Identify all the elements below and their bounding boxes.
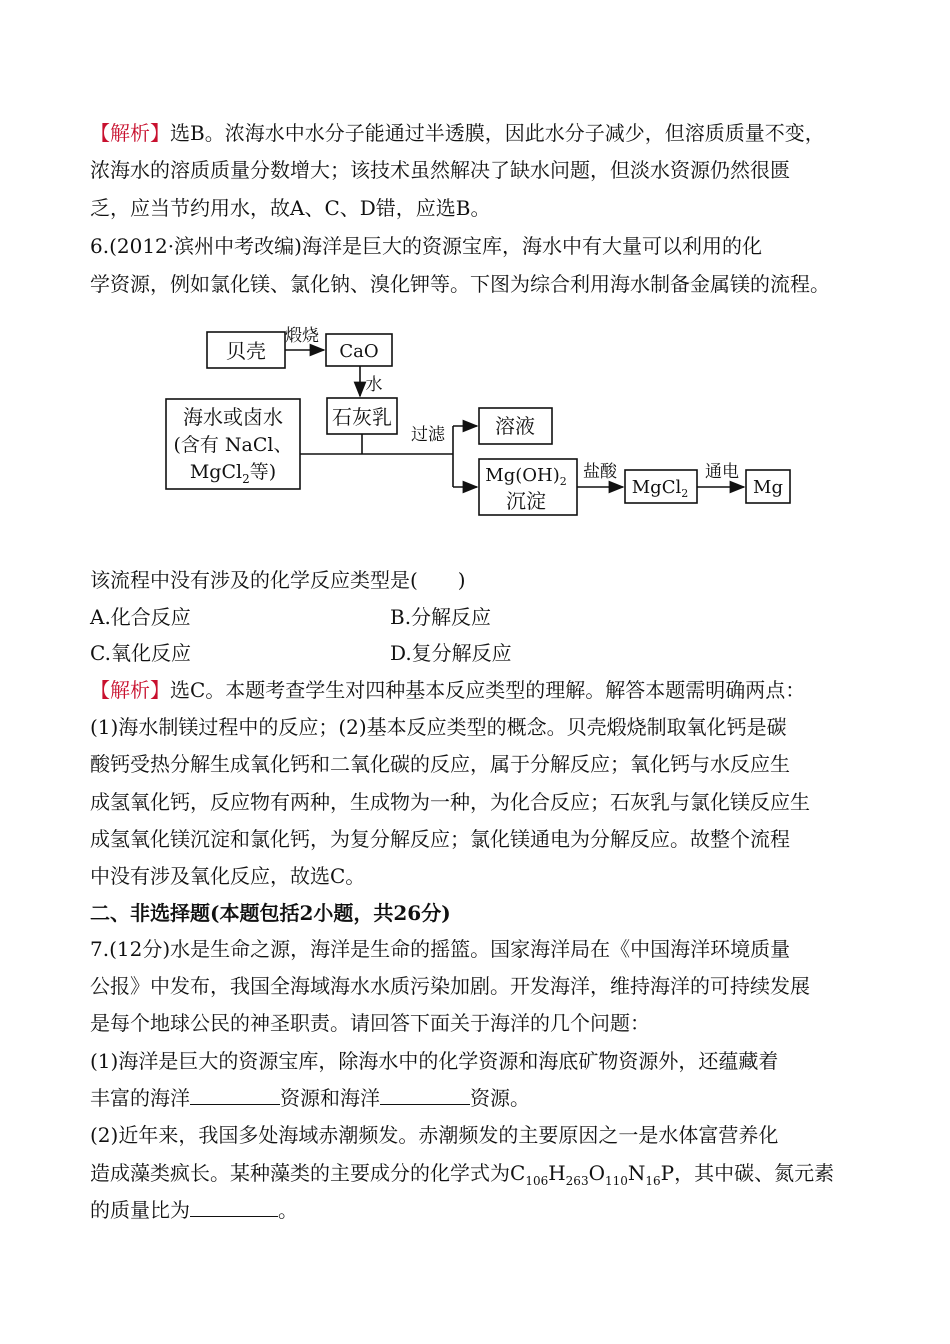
q6-question: 该流程中没有涉及的化学反应类型是( ) bbox=[90, 568, 466, 592]
section-2-title: 二、非选择题(本题包括2小题，共26分) bbox=[90, 901, 451, 925]
q7-stem-line-2: 公报》中发布，我国全海域海水水质污染加剧。开发海洋，维持海洋的可持续发展 bbox=[90, 974, 810, 998]
q6-option-d: D.复分解反应 bbox=[390, 641, 512, 665]
calcine-label: 煅烧 bbox=[285, 326, 319, 346]
electrolysis-label: 通电 bbox=[705, 462, 739, 482]
q7-part1-line-1: (1)海洋是巨大的资源宝库，除海水中的化学资源和海底矿物资源外，还蕴藏着 bbox=[90, 1049, 779, 1073]
cao-label: CaO bbox=[339, 341, 379, 362]
q7-stem-line-3: 是每个地球公民的神圣职责。请回答下面关于海洋的几个问题： bbox=[90, 1011, 650, 1035]
filter-label: 过滤 bbox=[411, 425, 445, 445]
precipitate-label: 沉淀 bbox=[506, 489, 546, 513]
q6-analysis-line-4: 成氢氧化钙，反应物有两种，生成物为一种，为化合反应；石灰乳与氯化镁反应生 bbox=[90, 790, 810, 814]
answer-blank-1[interactable] bbox=[190, 1086, 280, 1105]
q6-option-b: B.分解反应 bbox=[390, 605, 492, 629]
shell-label: 贝壳 bbox=[226, 339, 266, 363]
solution-label: 溶液 bbox=[495, 414, 535, 438]
q6-stem-line-1: 6.(2012·滨州中考改编)海洋是巨大的资源宝库，海水中有大量可以利用的化 bbox=[90, 234, 762, 258]
answer-blank-2[interactable] bbox=[380, 1086, 470, 1105]
hcl-label: 盐酸 bbox=[583, 462, 617, 482]
mg-label: Mg bbox=[753, 477, 783, 498]
mgoh2-label: $Mg(OH)_2$ bbox=[485, 465, 567, 488]
q6-stem-line-2: 学资源，例如氯化镁、氯化钠、溴化钾等。下图为综合利用海水制备金属镁的流程。 bbox=[90, 272, 830, 296]
seawater-label-1: 海水或卤水 bbox=[183, 405, 283, 429]
q6-option-a: A.化合反应 bbox=[90, 605, 191, 629]
q6-option-c: C.氧化反应 bbox=[90, 641, 191, 665]
q6-analysis-line-2: (1)海水制镁过程中的反应；(2)基本反应类型的概念。贝壳煅烧制取氧化钙是碳 bbox=[90, 715, 787, 739]
analysis-tag: 【解析】 bbox=[90, 678, 170, 702]
analysis-tag: 【解析】 bbox=[90, 121, 170, 145]
q7-stem-line-1: 7.(12分)水是生命之源，海洋是生命的摇篮。国家海洋局在《中国海洋环境质量 bbox=[90, 937, 791, 961]
q6-analysis-line-1: 【解析】选C。本题考查学生对四种基本反应类型的理解。解答本题需明确两点： bbox=[90, 678, 806, 702]
q7-part2-line-2: 造成藻类疯长。某种藻类的主要成分的化学式为$C_{106}H_{263}O_{110}N_{16}P$，其中碳、氮元素 bbox=[90, 1161, 835, 1188]
mg-production-flowchart bbox=[0, 0, 950, 540]
lime-milk-label: 石灰乳 bbox=[332, 405, 392, 429]
q6-analysis-line-3: 酸钙受热分解生成氧化钙和二氧化碳的反应，属于分解反应；氧化钙与水反应生 bbox=[90, 752, 790, 776]
seawater-label-3: MgCl$_2$等) bbox=[189, 461, 277, 486]
q6-analysis-line-6: 中没有涉及氧化反应，故选C。 bbox=[90, 864, 366, 888]
q5-analysis-line-2: 浓海水的溶质质量分数增大；该技术虽然解决了缺水问题，但淡水资源仍然很匮 bbox=[90, 158, 790, 182]
answer-blank-3[interactable] bbox=[190, 1198, 278, 1217]
seawater-label-2: (含有 NaCl、 bbox=[173, 434, 293, 456]
q7-part1-line-2: 丰富的海洋 资源和海洋 资源。 bbox=[90, 1086, 530, 1110]
q7-part2-line-1: (2)近年来，我国多处海域赤潮频发。赤潮频发的主要原因之一是水体富营养化 bbox=[90, 1123, 779, 1147]
q7-part2-line-3: 的质量比为 。 bbox=[90, 1198, 298, 1222]
q5-analysis-line-3: 乏，应当节约用水，故A、C、D错，应选B。 bbox=[90, 196, 491, 220]
q6-analysis-line-5: 成氢氧化镁沉淀和氯化钙，为复分解反应；氯化镁通电为分解反应。故整个流程 bbox=[90, 827, 790, 851]
water-label: 水 bbox=[365, 375, 383, 395]
q5-analysis-line-1: 【解析】选B。浓海水中水分子能通过半透膜，因此水分子减少，但溶质质量不变， bbox=[90, 121, 825, 145]
mgcl2-label: MgCl$_2$ bbox=[631, 477, 689, 500]
